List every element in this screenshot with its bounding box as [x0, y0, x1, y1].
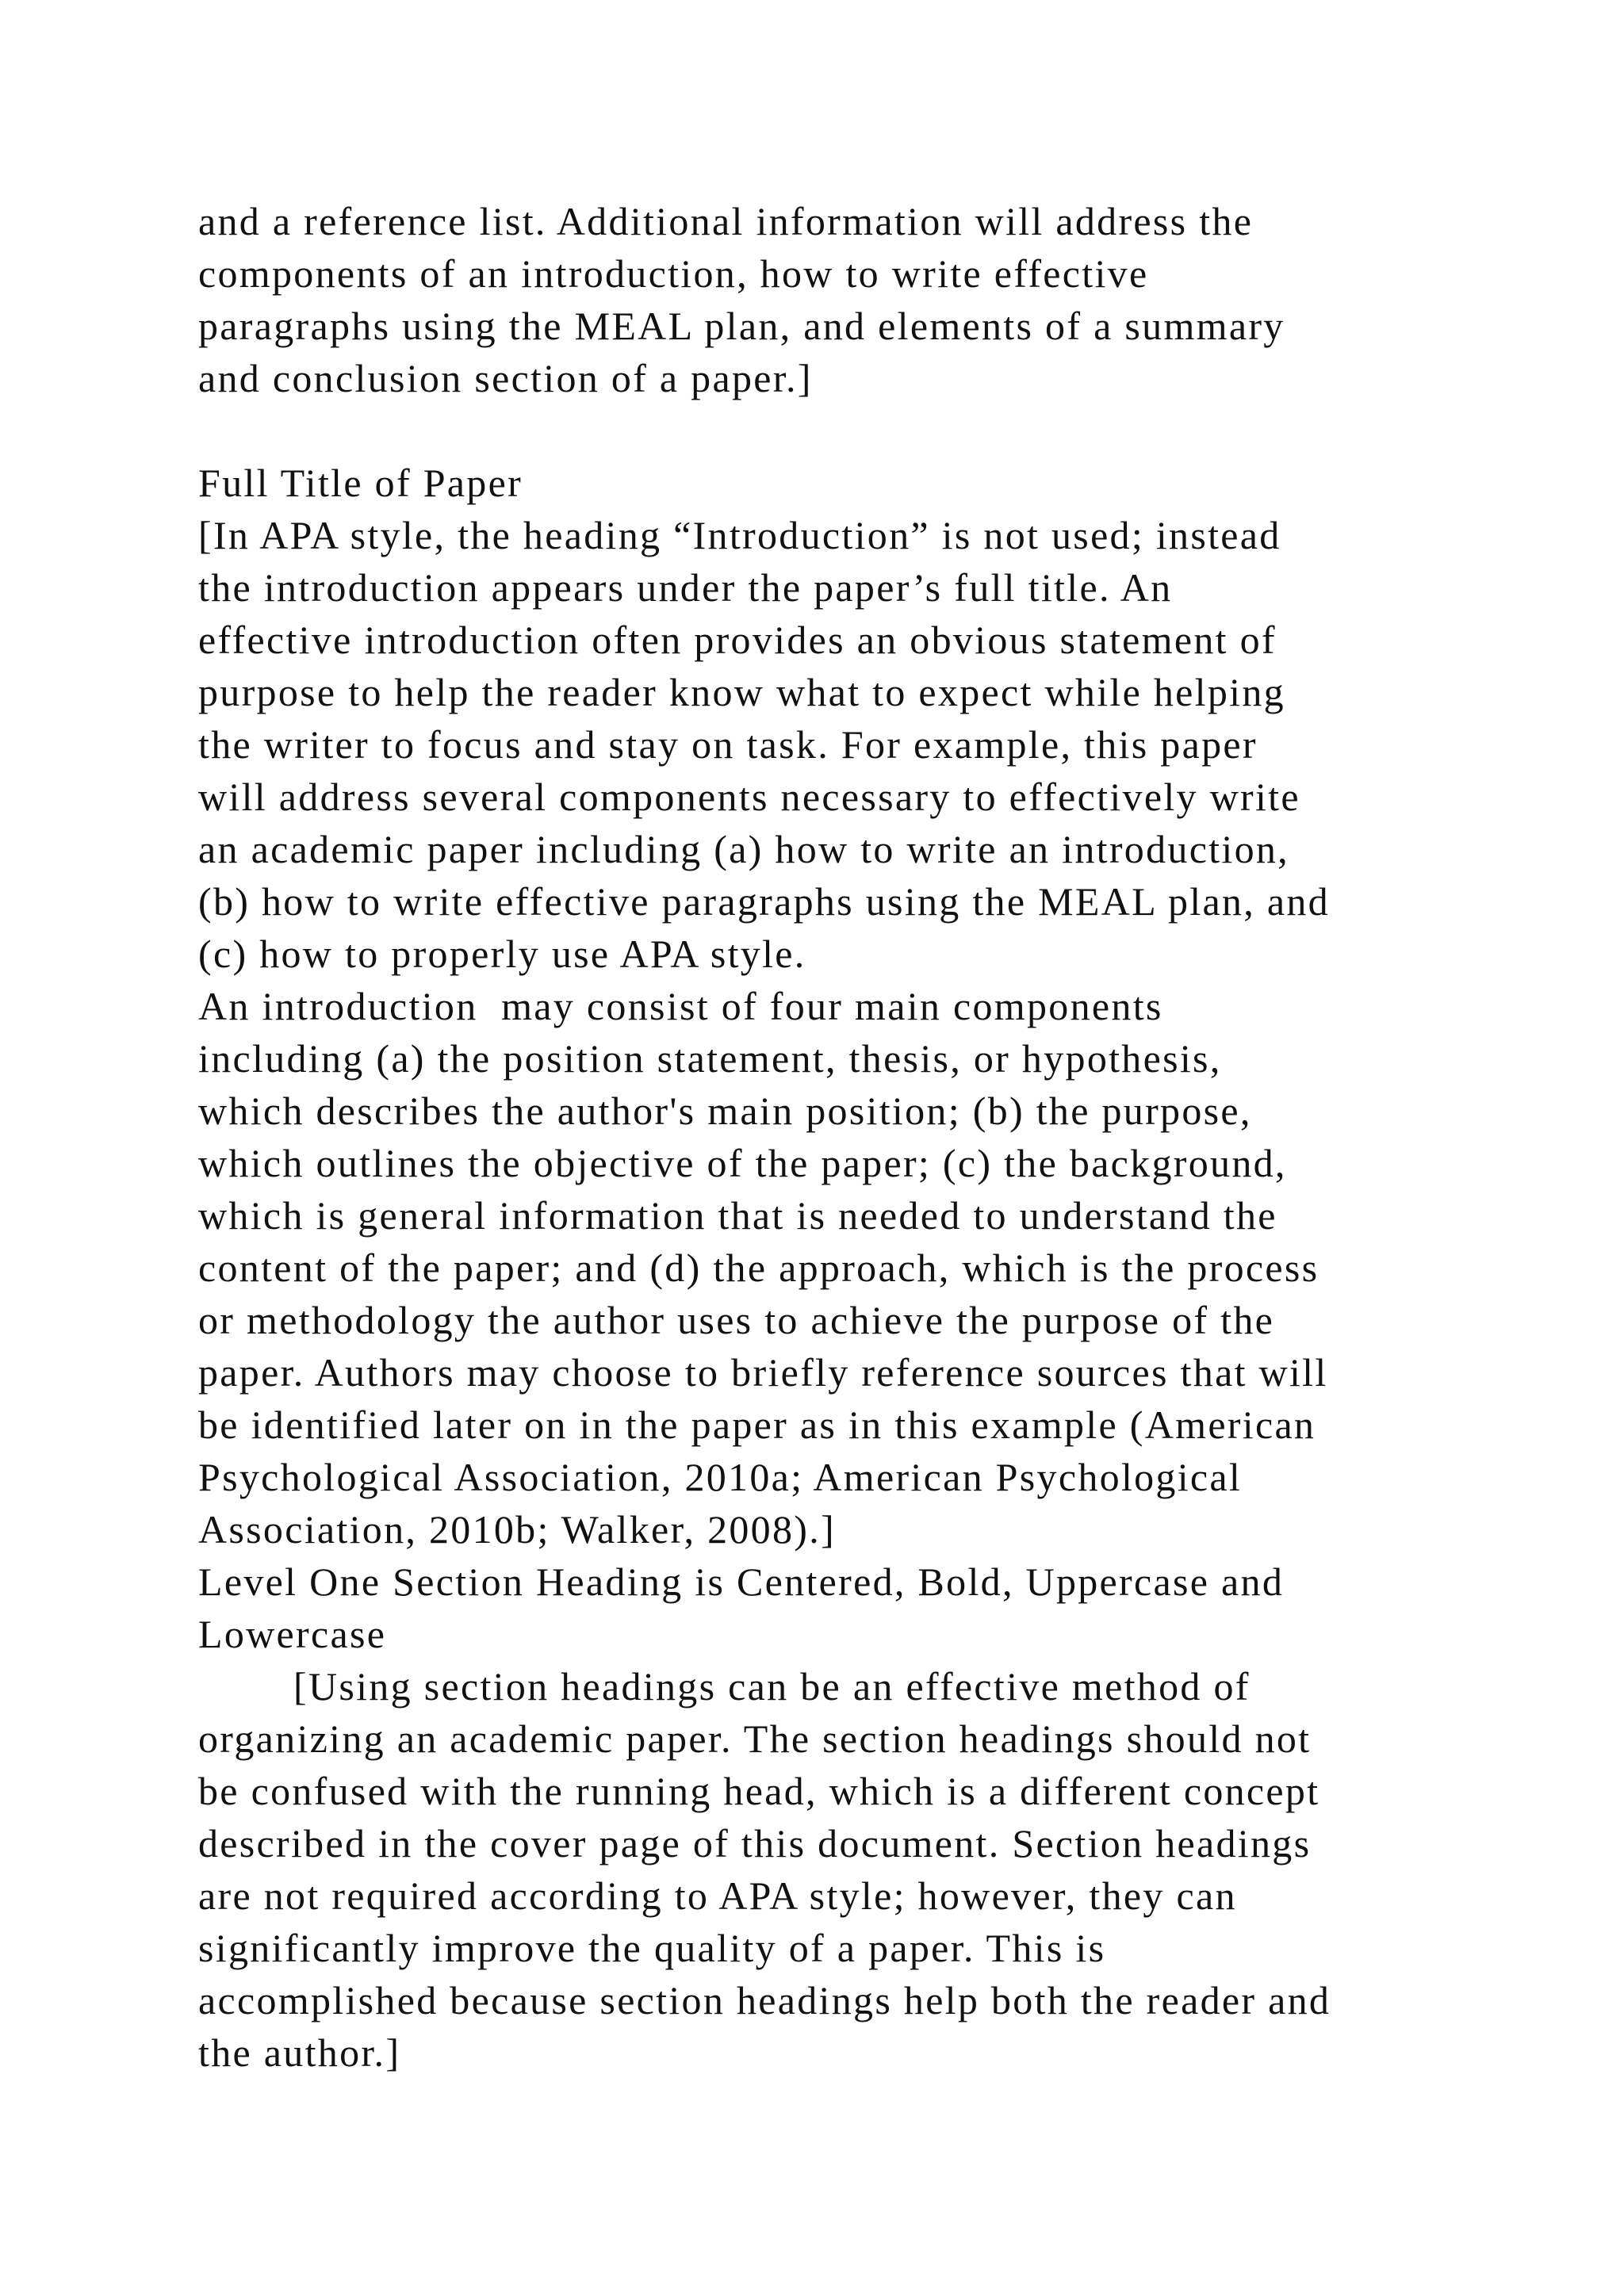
- text-line: an academic paper including (a) how to write an introduction,: [198, 827, 1289, 871]
- text-line: which is general information that is needed to understand the: [198, 1193, 1277, 1238]
- text-line: which describes the author's main position; (b) the purpose,: [198, 1089, 1252, 1133]
- section-heading: Level One Section Heading is Centered, Bold, Uppercase and: [198, 1559, 1285, 1604]
- document-body: [198, 195, 1467, 2079]
- text-line: (b) how to write effective paragraphs using the MEAL plan, and: [198, 879, 1330, 924]
- text-line: and a reference list. Additional information will address the: [198, 199, 1254, 243]
- text-line: accomplished because section headings help both the reader and: [198, 1978, 1331, 2022]
- text-line: be identified later on in the paper as in this example (American: [198, 1402, 1316, 1447]
- section-heading: Lowercase: [198, 1612, 387, 1656]
- text-line: [In APA style, the heading “Introduction” is not used; instead: [198, 513, 1281, 557]
- text-line: be confused with the running head, which is a different concept: [198, 1769, 1320, 1813]
- text-line: will address several components necessary to effectively write: [198, 775, 1300, 819]
- text-line: the introduction appears under the paper’s full title. An: [198, 565, 1173, 610]
- text-line: paragraphs using the MEAL plan, and elements of a summary: [198, 304, 1285, 348]
- text-line: Psychological Association, 2010a; American Psychological: [198, 1455, 1243, 1499]
- text-line: and conclusion section of a paper.]: [198, 356, 813, 400]
- text-line: effective introduction often provides an obvious statement of: [198, 618, 1277, 662]
- text-line: Association, 2010b; Walker, 2008).]: [198, 1507, 836, 1552]
- blank-line: [198, 404, 1467, 457]
- text-line: content of the paper; and (d) the approach, which is the process: [198, 1246, 1320, 1290]
- text-line: An introduction may consist of four main components: [198, 984, 1163, 1028]
- text-line: including (a) the position statement, thesis, or hypothesis,: [198, 1036, 1222, 1081]
- text-line: components of an introduction, how to write effective: [198, 251, 1149, 296]
- text-line: which outlines the objective of the paper; (c) the background,: [198, 1141, 1287, 1185]
- text-line: the author.]: [198, 2030, 401, 2075]
- text-line: organizing an academic paper. The section headings should not: [198, 1716, 1312, 1761]
- paper-title: Full Title of Paper: [198, 461, 523, 505]
- text-line: significantly improve the quality of a paper. This is: [198, 1926, 1106, 1970]
- text-line: [Using section headings can be an effective method of: [293, 1664, 1251, 1709]
- text-line: described in the cover page of this document. Section headings: [198, 1821, 1312, 1866]
- text-line: purpose to help the reader know what to expect while helping: [198, 670, 1285, 714]
- text-line: paper. Authors may choose to briefly reference sources that will: [198, 1350, 1328, 1395]
- text-line: (c) how to properly use APA style.: [198, 932, 806, 976]
- text-line: are not required according to APA style; however, they can: [198, 1873, 1237, 1918]
- text-line: the writer to focus and stay on task. For example, this paper: [198, 722, 1258, 767]
- text-line: or methodology the author uses to achieve the purpose of the: [198, 1298, 1275, 1342]
